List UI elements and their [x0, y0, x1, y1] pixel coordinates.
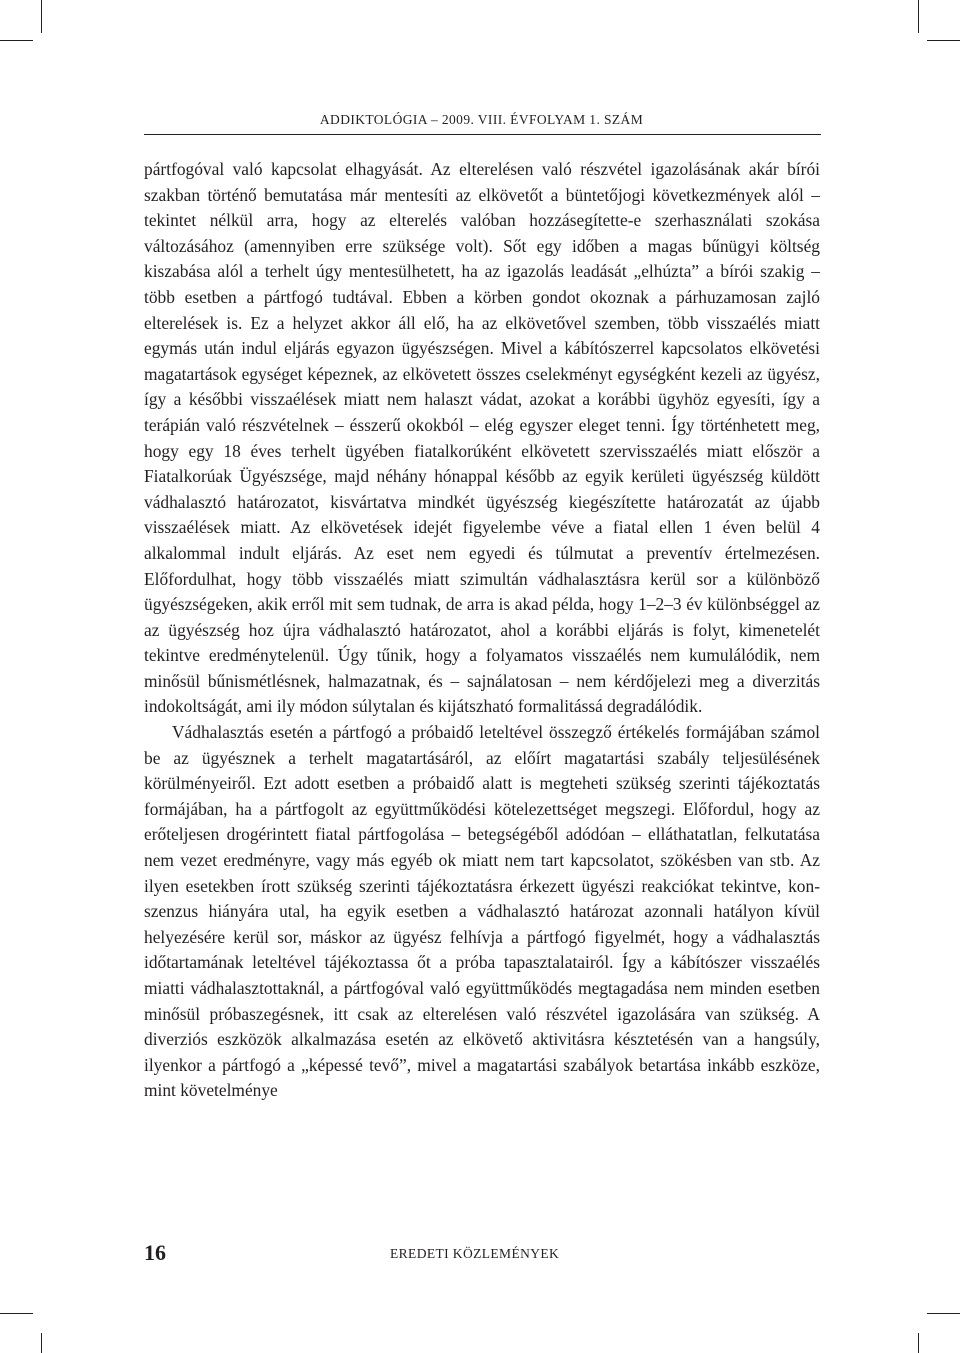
crop-mark-top-left-horizontal: [0, 40, 33, 41]
crop-mark-top-left-vertical: [41, 0, 42, 33]
crop-mark-bottom-right-horizontal: [927, 1313, 960, 1314]
paragraph: pártfogóval való kapcsolat elhagyását. Az elterelésen való részvétel igazolásának akár bírói szakban történő bemutatása már mentesíti az elkövetőt a büntetőjogi következmények alól – tekintet nélkül arra, hogy az elterelés valóban hozzásegítette-e szerhasználati szokása változásához (amennyiben erre szüksége volt). Sőt egy időben a magas bűnügyi költség kiszabása alól a terhelt úgy mentesülhetett, ha az igazolás leadását „elhúzta” a bírói szakig – több esetben a pártfogó tudtával. Ebben a körben gondot okoznak a párhuzamosan zajló elterelések is. Ez a helyzet akkor áll elő, ha az elkövetővel szemben, több visszaélés miatt egymás után indul eljárás egyazon ügyészségen. Mivel a kábítószerrel kapcsolatos elkövetési magatartások egységet képeznek, az elkövetett összes cselekményt egységként kezeli az ügyész, így a későbbi visszaélések miatt nem halaszt vádat, azokat a korábbi ügyhöz egyesíti, így a terápián való részvételnek – ésszerű okokból – elég egyszer eleget tenni. Így történhetett meg, hogy egy 18 éves terhelt ügyében fiatalkorúként elkövetett szervisszaélés miatt először a Fiatalkorúak Ügyészsége, majd néhány hónappal később az egyik kerületi ügyészség küldött vádhalasztó határozatot, kisvártatva mindkét ügyészség kiegészítette határozatát az újabb visszaélések miatt. Az elkövetések idejét figyelembe véve a fiatal ellen 1 éven belül 4 alkalommal indult eljárás. Az eset nem egyedi és túlmutat a preventív értelmezésen. Előfordulhat, hogy több visszaélés miatt szimultán vádhalasztásra kerül sor a különböző ügyészségeken, akik erről mit sem tudnak, de arra is akad példa, hogy 1–2–3 év különbséggel az az ügyészség hoz újra vádhalasztó határozatot, ahol a korábbi eljárás is folyt, kimenetelét tekintve eredménytelenül. Úgy tűnik, hogy a folyamatos visszaélés nem kumulálódik, nem minősül bűnismétlésnek, halmazatnak, és – sajnálatosan – nem kérdőjelezi meg a diverzitás indokoltságát, ami ily módon súlytalan és kijátszható formalitássá degradálódik.: [144, 159, 820, 717]
paragraph: Vádhalasztás esetén a pártfogó a próbaidő leteltével összegző értékelés formájában számol be az ügyésznek a terhelt magatartásáról, az előírt magatartási szabály teljesülésének körülményeiről. Ezt adott esetben a próbaidő alatt is megteheti szükség szerinti tájékoztatás formájában, ha a pártfogolt az együttműködési kötelezettséget megszegi. Előfordul, hogy az erőteljesen drogérintett fiatal pártfogolása – betegségéből adódóan – elláthatatlan, felkutatása nem vezet eredményre, vagy más egyéb ok miatt nem tart kapcsolatot, szökésben van stb. Az ilyen esetekben írott szükség szerinti tájékoztatásra érkezett ügyészi reakciókat tekintve, konszenzus hiányára utal, ha egyik esetben a vádhalasztó határozat azonnali hatályon kívül helyezésére kerül sor, máskor az ügyész felhívja a pártfogó figyelmét, hogy a vádhalasztás időtartamának leteltével tájékoztassa őt a próba tapasztalatairól. Így a kábítószer visszaélés miatti vádhalasztottaknál, a pártfogóval való együttműködés megtagadása nem minden esetben minősül próbaszegésnek, itt csak az elterelésen való részvétel igazolására van szükség. A diverziós eszközök alkalmazása esetén az elkövető aktivitásra késztetésén van a hangsúly, ilyenkor a pártfogó a „képessé tevő”, mivel a magatartási szabályok betartása inkább eszköze, mint követelménye: [144, 722, 820, 1101]
page-number: 16: [144, 1240, 166, 1265]
crop-mark-top-right-horizontal: [927, 40, 960, 41]
section-label: EREDETI KÖZLEMÉNYEK: [390, 1246, 560, 1261]
header-rule: [144, 134, 821, 135]
running-head: ADDIKTOLÓGIA – 2009. VIII. ÉVFOLYAM 1. SZÁM: [319, 112, 644, 127]
crop-mark-bottom-left-horizontal: [0, 1313, 33, 1314]
crop-mark-top-right-vertical: [918, 0, 919, 33]
crop-mark-bottom-left-vertical: [41, 1333, 42, 1353]
crop-mark-bottom-right-vertical: [918, 1333, 919, 1353]
article-body: [144, 157, 820, 1104]
